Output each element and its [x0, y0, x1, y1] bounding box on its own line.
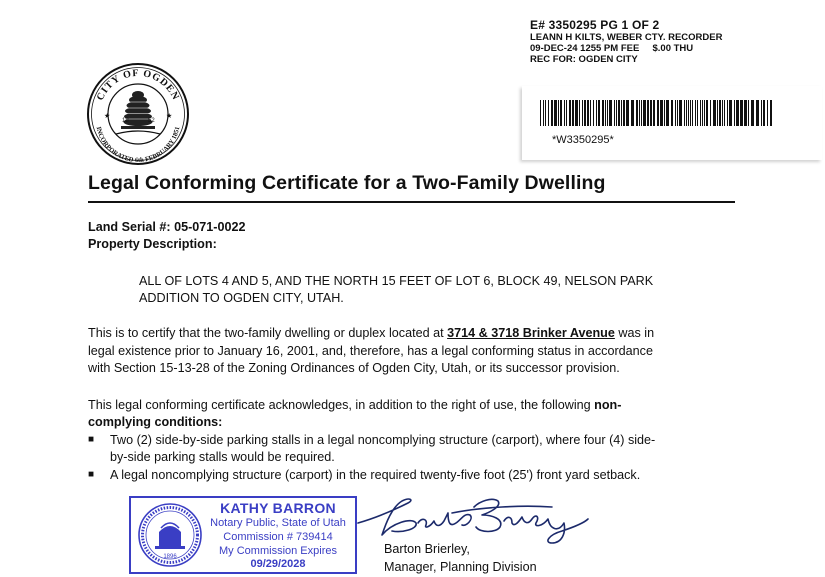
- svg-text:★: ★: [104, 113, 111, 120]
- barcode-icon: [540, 100, 775, 126]
- land-serial: [88, 219, 246, 236]
- bullet-icon: ■: [88, 434, 95, 445]
- notary-title: Notary Public, State of Utah: [210, 517, 346, 529]
- title-divider: [88, 201, 735, 203]
- recorder-line-1: LEANN H KILTS, WEBER CTY. RECORDER: [530, 32, 723, 43]
- condition-1-line-1: Two (2) side-by-side parking stalls in a legal noncomplying structure (carport), where four (4) side-: [110, 433, 656, 447]
- seal-bottom-text: INCORPORATED 6th FEBRUARY 1851: [94, 126, 182, 165]
- condition-1-line-2: by-side parking stalls would be required.: [110, 450, 335, 464]
- signatory-name: Barton Brierley,: [384, 542, 470, 556]
- bullet-icon: ■: [88, 469, 95, 480]
- city-seal-icon: [86, 62, 190, 166]
- recorder-stamp: [530, 18, 760, 80]
- serial-label: Land Serial #:: [88, 220, 171, 234]
- certification-line-1: [88, 325, 654, 342]
- svg-text:INCORPORATED 6th FEBRUARY 1851: [95, 126, 182, 164]
- property-description-line-2: ADDITION TO OGDEN CITY, UTAH.: [139, 291, 344, 305]
- notary-expires-label: My Commission Expires: [219, 545, 337, 557]
- recorder-line-2: 09-DEC-24 1255 PM FEE $.00 THU: [530, 43, 694, 54]
- signature-icon: [352, 493, 592, 545]
- signatory-title: Manager, Planning Division: [384, 560, 537, 574]
- certification-line-2: legal existence prior to January 16, 2001, and, therefore, has a legal conforming status in accordance: [88, 344, 653, 358]
- recorder-entry: E# 3350295 PG 1 OF 2: [530, 18, 660, 32]
- state-seal-year: 1896: [163, 554, 177, 560]
- svg-text:★: ★: [166, 113, 173, 120]
- seal-top-text: CITY OF OGDEN: [94, 67, 182, 103]
- acknowledgement-line-1: [88, 397, 621, 414]
- property-address: 3714 & 3718 Brinker Avenue: [447, 326, 615, 340]
- certification-line-3: with Section 15-13-28 of the Zoning Ordinances of Ogden City, Utah, or its successor provision.: [88, 361, 620, 375]
- notary-commission: Commission # 739414: [223, 531, 333, 543]
- notary-name: KATHY BARRON: [220, 500, 336, 516]
- seal-year-right: 52: [148, 118, 155, 124]
- condition-2-line-1: A legal noncomplying structure (carport) in the required twenty-five foot (25') front yard setback.: [110, 468, 641, 482]
- notary-stamp: [129, 496, 357, 574]
- ack-bold-1: non-: [594, 398, 622, 412]
- barcode-label: [522, 86, 822, 160]
- barcode-text: *W3350295*: [552, 134, 614, 146]
- cert-text-pre: This is to certify that the two-family dwelling or duplex located at: [88, 326, 448, 340]
- ack-text: This legal conforming certificate acknowledges, in addition to the right of use, the following: [88, 398, 595, 412]
- seal-year-left: 18: [122, 118, 129, 124]
- acknowledgement-line-2: complying conditions:: [88, 415, 223, 429]
- property-description-label: Property Description:: [88, 237, 217, 251]
- notary-expires-date: 09/29/2028: [250, 558, 306, 570]
- cert-text-post: was in: [614, 326, 655, 340]
- recorder-line-3: REC FOR: OGDEN CITY: [530, 54, 638, 65]
- serial-value: 05-071-0022: [174, 220, 246, 234]
- state-seal-icon: [137, 502, 203, 568]
- document-title: Legal Conforming Certificate for a Two-Family Dwelling: [88, 172, 606, 194]
- property-description-line-1: ALL OF LOTS 4 AND 5, AND THE NORTH 15 FEET OF LOT 6, BLOCK 49, NELSON PARK: [139, 274, 654, 288]
